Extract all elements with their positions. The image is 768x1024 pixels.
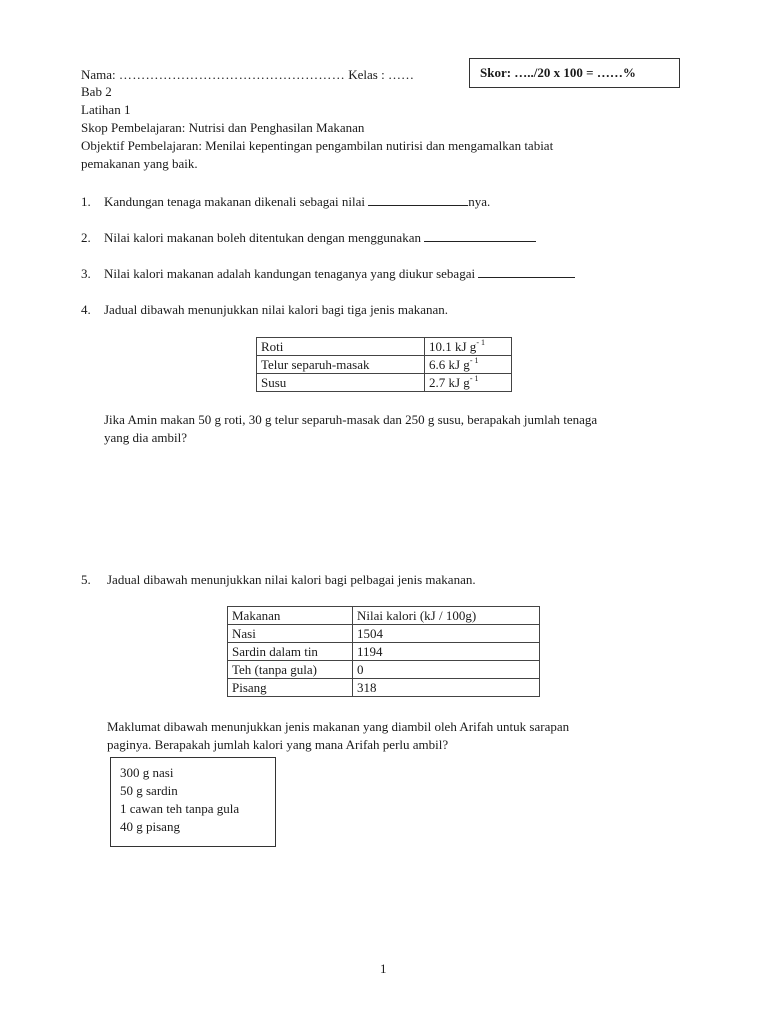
breakfast-food-box [110, 757, 276, 847]
calorie-table-1 [256, 337, 512, 392]
question-5-info-line-1: Maklumat dibawah menunjukkan jenis makanan yang diambil oleh Arifah untuk sarapan [107, 719, 570, 734]
value-exponent: - 1 [469, 374, 479, 383]
question-5-info-line-2: paginya. Berapakah jumlah kalori yang mana Arifah perlu ambil? [107, 737, 449, 752]
question-1-suffix: nya. [468, 194, 491, 209]
objective-line-1: Objektif Pembelajaran: Menilai kepentingan pengambilan nutirisi dan mengamalkan tabiat [81, 138, 554, 153]
table-cell-food: Roti [257, 338, 425, 356]
page-number: 1 [380, 961, 387, 976]
list-item: 40 g pisang [120, 819, 180, 834]
list-item: 300 g nasi [120, 765, 174, 780]
table-cell-food: Nasi [228, 625, 353, 643]
table-cell-value [425, 356, 512, 374]
table-row [257, 356, 512, 374]
table-cell-value [425, 338, 512, 356]
table-cell-value: 318 [353, 679, 540, 697]
table-cell-value: 1194 [353, 643, 540, 661]
table-cell-value: 1504 [353, 625, 540, 643]
table-header-food: Makanan [228, 607, 353, 625]
table-row [257, 374, 512, 392]
answer-blank-2[interactable] [424, 229, 536, 242]
question-3 [104, 265, 575, 283]
table-header-value: Nilai kalori (kJ / 100g) [353, 607, 540, 625]
objective-line-2: pemakanan yang baik. [81, 156, 198, 171]
table-cell-food: Susu [257, 374, 425, 392]
table-cell-value: 0 [353, 661, 540, 679]
name-label: Nama: [81, 67, 116, 82]
table-cell-food: Telur separuh-masak [257, 356, 425, 374]
question-5-text: Jadual dibawah menunjukkan nilai kalori bagi pelbagai jenis makanan. [107, 572, 476, 587]
table-row [228, 625, 540, 643]
value-text: 6.6 kJ g [429, 357, 470, 372]
question-2-text: Nilai kalori makanan boleh ditentukan dengan menggunakan [104, 230, 421, 245]
name-line [81, 66, 414, 84]
question-2-number: 2. [81, 230, 91, 245]
question-4-number: 4. [81, 302, 91, 317]
table-cell-value [425, 374, 512, 392]
exercise-title: Latihan 1 [81, 102, 131, 117]
table-row [228, 661, 540, 679]
value-exponent: - 1 [476, 338, 485, 347]
value-text: 2.7 kJ g [429, 375, 470, 390]
question-1-text: Kandungan tenaga makanan dikenali sebagai nilai [104, 194, 365, 209]
question-4-line-1: Jika Amin makan 50 g roti, 30 g telur separuh-masak dan 250 g susu, berapakah jumlah tenaga [104, 412, 598, 427]
question-4-text: Jadual dibawah menunjukkan nilai kalori bagi tiga jenis makanan. [104, 302, 449, 317]
table-row [228, 643, 540, 661]
value-text: 10.1 kJ g [429, 339, 477, 354]
answer-blank-3[interactable] [478, 265, 575, 278]
table-row [228, 679, 540, 697]
calorie-table-2 [227, 606, 540, 697]
question-5-number: 5. [81, 572, 91, 587]
chapter: Bab 2 [81, 84, 112, 99]
question-4-line-2: yang dia ambil? [104, 430, 188, 445]
class-field[interactable]: …… [387, 67, 414, 82]
question-1-number: 1. [81, 194, 91, 209]
answer-blank-1[interactable] [368, 193, 468, 206]
question-3-number: 3. [81, 266, 91, 281]
class-label: Kelas : [348, 67, 385, 82]
table-header-row [228, 607, 540, 625]
question-2 [104, 229, 536, 247]
table-cell-food: Teh (tanpa gula) [228, 661, 353, 679]
list-item: 1 cawan teh tanpa gula [120, 801, 240, 816]
value-exponent: - 1 [469, 356, 479, 365]
table-cell-food: Sardin dalam tin [228, 643, 353, 661]
question-1 [104, 193, 490, 211]
table-cell-food: Pisang [228, 679, 353, 697]
learning-scope: Skop Pembelajaran: Nutrisi dan Penghasilan Makanan [81, 120, 365, 135]
table-row [257, 338, 512, 356]
question-3-text: Nilai kalori makanan adalah kandungan tenaganya yang diukur sebagai [104, 266, 476, 281]
list-item: 50 g sardin [120, 783, 178, 798]
score-box: Skor: …../20 x 100 = ……% [469, 58, 680, 88]
name-field[interactable]: …………………………………………… [118, 67, 346, 82]
